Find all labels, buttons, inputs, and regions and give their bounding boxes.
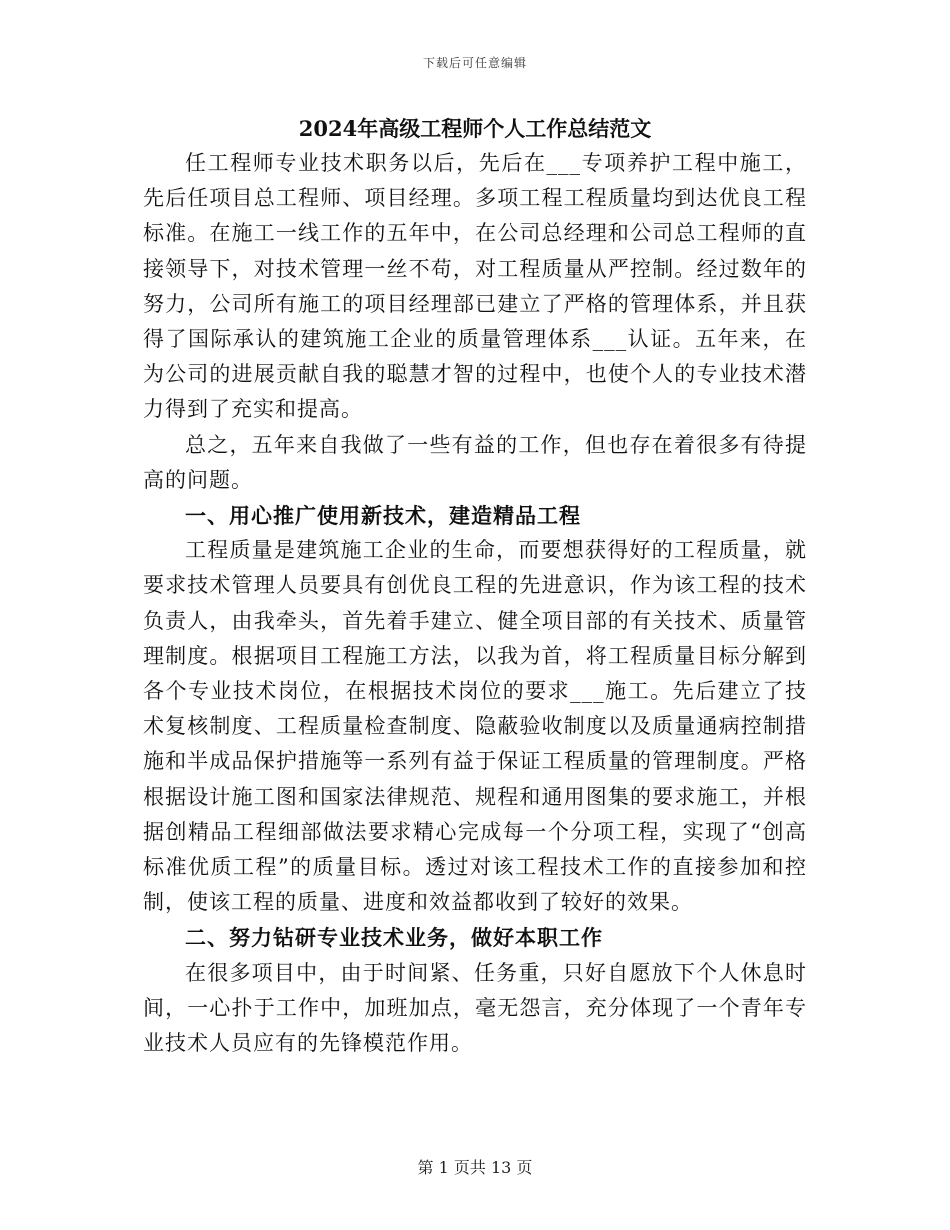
document-body	[143, 112, 807, 1061]
section-heading-2: 二、努力钻研专业技术业务，做好本职工作	[185, 925, 603, 951]
section-heading-1: 一、用心推广使用新技术，建造精品工程	[185, 503, 581, 529]
paragraph-section-1: 工程质量是建筑施工企业的生命，而要想获得好的工程质量，就要求技术管理人员要具有创优良工程的先进意识，作为该工程的技术负责人，由我牵头，首先着手建立、健全项目部的有关技术、质量管理制度。根据项目工程施工方法，以我为首，将工程质量目标分解到各个专业技术岗位，在根据技术岗位的要求___施工。先后建立了技术复核制度、工程质量检查制度、隐蔽验收制度以及质量通病控制措施和半成品保护措施等一系列有益于保证工程质量的管理制度。严格根据设计施工图和国家法律规范、规程和通用图集的要求施工，并根据创精品工程细部做法要求精心完成每一个分项工程，实现了“创高标准优质工程”的质量目标。透过对该工程技术工作的直接参加和控制，使该工程的质量、进度和效益都收到了较好的效果。	[143, 538, 807, 915]
paragraph-section-2: 在很多项目中，由于时间紧、任务重，只好自愿放下个人休息时间，一心扑于工作中，加班加点，毫无怨言，充分体现了一个青年专业技术人员应有的先锋模范作用。	[143, 960, 807, 1056]
header-note: 下载后可任意编辑	[422, 56, 527, 70]
page-number: 第 1 页共 13 页	[417, 1158, 533, 1177]
paragraph-intro: 任工程师专业技术职务以后，先后在___专项养护工程中施工，先后任项目总工程师、项目经理。多项工程工程质量均到达优良工程标准。在施工一线工作的五年中，在公司总经理和公司总工程师的直接领导下，对技术管理一丝不苟，对工程质量从严控制。经过数年的努力，公司所有施工的项目经理部已建立了严格的管理体系，并且获得了国际承认的建筑施工企业的质量管理体系___认证。五年来，在为公司的进展贡献自我的聪慧才智的过程中，也使个人的专业技术潜力得到了充实和提高。	[143, 151, 807, 422]
document-title: 2024年高级工程师个人工作总结范文	[298, 116, 652, 141]
paragraph-summary: 总之，五年来自我做了一些有益的工作，但也存在着很多有待提高的问题。	[143, 432, 807, 492]
